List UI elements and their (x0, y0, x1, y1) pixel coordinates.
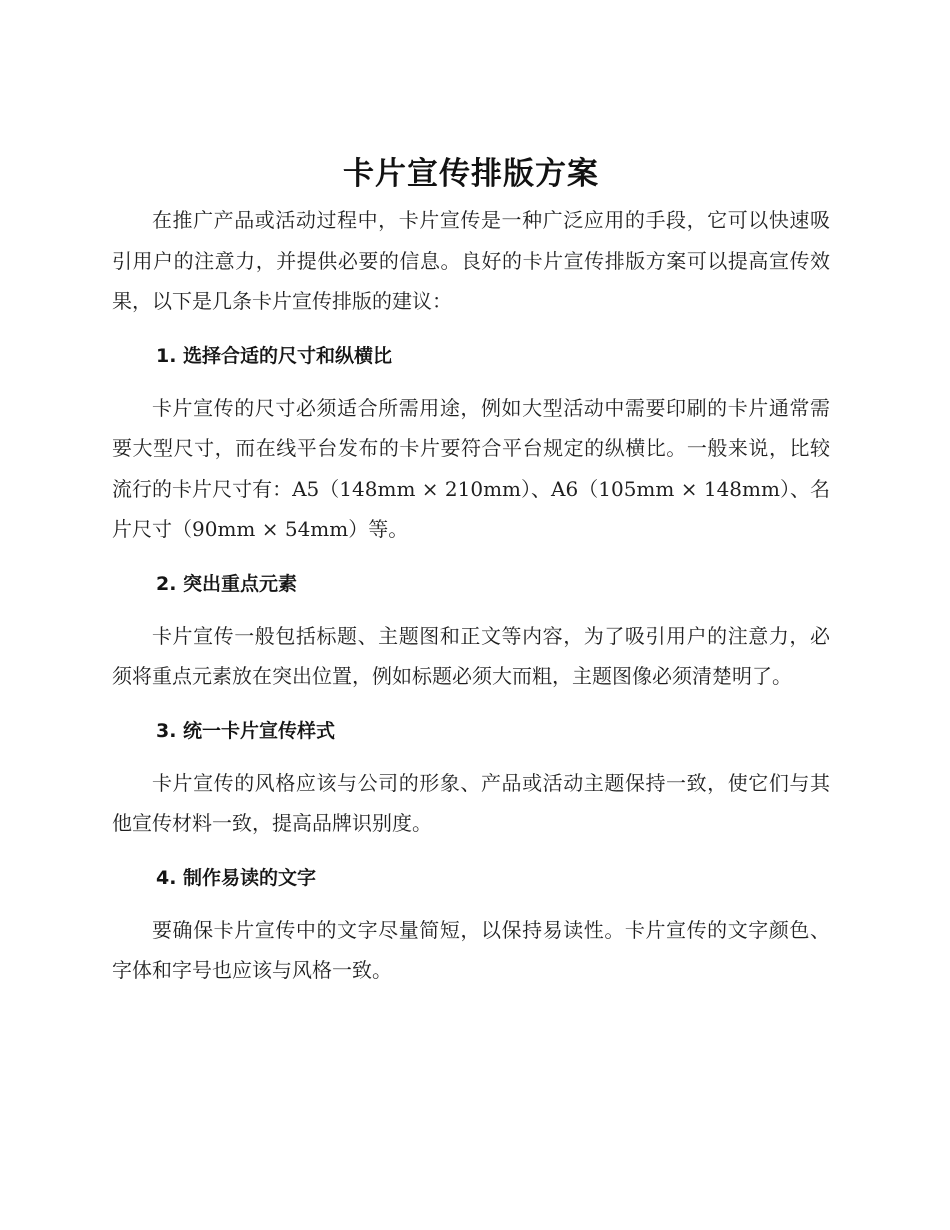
section-heading: 3. 统一卡片宣传样式 (156, 719, 336, 742)
document-page (112, 150, 830, 991)
section-body: 卡片宣传的风格应该与公司的形象、产品或活动主题保持一致，使它们与其他宣传材料一致，提高品牌识别度。 (112, 770, 830, 835)
section-unified-style (112, 711, 830, 844)
section-highlight-elements (112, 564, 830, 697)
document-title: 卡片宣传排版方案 (343, 156, 599, 192)
section-size-ratio (112, 336, 830, 550)
section-body: 卡片宣传一般包括标题、主题图和正文等内容，为了吸引用户的注意力，必须将重点元素放在突出位置，例如标题必须大而粗，主题图像必须清楚明了。 (112, 623, 830, 688)
section-readable-text (112, 858, 830, 991)
section-heading: 2. 突出重点元素 (156, 572, 298, 595)
section-heading: 1. 选择合适的尺寸和纵横比 (156, 344, 393, 367)
section-body: 要确保卡片宣传中的文字尽量简短，以保持易读性。卡片宣传的文字颜色、字体和字号也应该与风格一致。 (112, 917, 830, 982)
section-body: 卡片宣传的尺寸必须适合所需用途，例如大型活动中需要印刷的卡片通常需要大型尺寸，而在线平台发布的卡片要符合平台规定的纵横比。一般来说，比较流行的卡片尺寸有：A5（148mm × 210mm）、A6（105mm × 148mm）、名片尺寸（90mm × 54mm）等。 (112, 395, 830, 541)
section-heading: 4. 制作易读的文字 (156, 866, 317, 889)
intro-paragraph: 在推广产品或活动过程中，卡片宣传是一种广泛应用的手段，它可以快速吸引用户的注意力，并提供必要的信息。良好的卡片宣传排版方案可以提高宣传效果，以下是几条卡片宣传排版的建议： (112, 208, 830, 313)
